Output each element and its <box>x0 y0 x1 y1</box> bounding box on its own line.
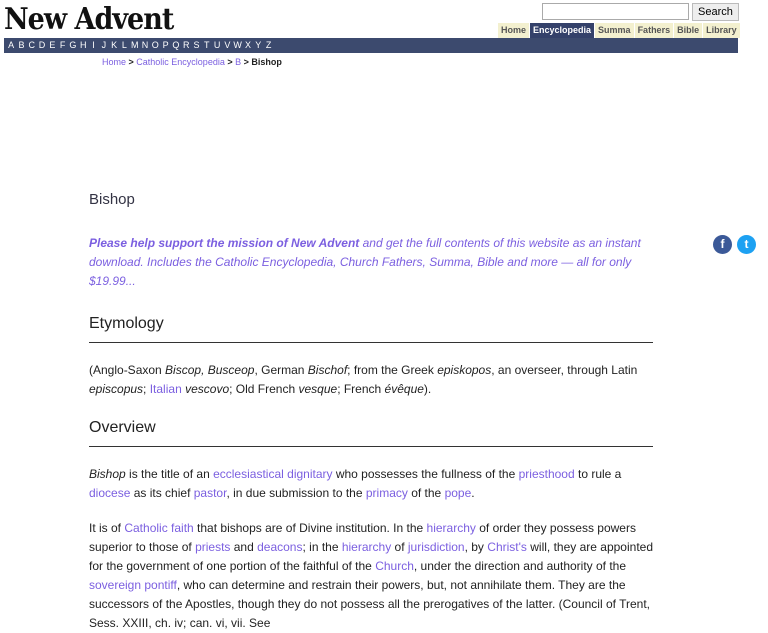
promo-link[interactable]: Please help support the mission of New Advent <box>89 236 360 250</box>
term-link[interactable]: ecclesiastical <box>213 467 284 481</box>
text-run: , German <box>254 363 308 377</box>
article <box>89 191 653 633</box>
social-share <box>713 235 756 254</box>
letter-link-i[interactable]: I <box>92 40 95 50</box>
text-run: and <box>230 540 258 554</box>
letter-link-m[interactable]: M <box>130 40 139 50</box>
text-run: ). <box>423 382 432 396</box>
term-link[interactable]: primacy <box>365 486 408 500</box>
term-link[interactable]: priests <box>195 540 231 554</box>
emphasis-text: episcopus <box>89 382 144 396</box>
letter-link-b[interactable]: B <box>18 40 25 50</box>
letter-link-z[interactable]: Z <box>265 40 272 50</box>
text-run: , in due submission to the <box>226 486 366 500</box>
term-link[interactable]: Church <box>375 559 414 573</box>
emphasis-text: Bishop <box>89 467 126 481</box>
text-run: , under the direction and authority of the <box>413 559 627 573</box>
tab-bible[interactable]: Bible <box>674 23 702 38</box>
text-run: ; in the <box>302 540 342 554</box>
letter-link-n[interactable]: N <box>141 40 149 50</box>
text-run: of order they possess powers superior to those of <box>89 521 636 554</box>
section-heading: Etymology <box>89 315 653 343</box>
search-input[interactable] <box>542 3 689 20</box>
text-run: as its chief <box>130 486 194 500</box>
term-link[interactable]: Christ's <box>487 540 527 554</box>
term-link[interactable]: sovereign pontiff <box>89 578 177 592</box>
text-run: who possesses the fullness of the <box>332 467 519 481</box>
text-run: , who can determine and restrain their powers, but, not annihilate them. They are the successors of the Apostles, though they do not possess all the prerogatives of the latter. (Council of Trent, Sess. XXIII, ch. iv; can. vi, vii. See <box>89 578 650 630</box>
text-run: to rule a <box>574 467 622 481</box>
text-run: ; French <box>337 382 385 396</box>
alphabet-nav <box>4 38 738 53</box>
letter-link-j[interactable]: J <box>101 40 107 50</box>
letter-link-l[interactable]: L <box>121 40 127 50</box>
letter-link-o[interactable]: O <box>151 40 159 50</box>
promo-body: and get the full contents of this website as an instant download. Includes the Catholic Encyclopedia, Church Fathers, Summa, Bible and more — all for only $19.99... <box>89 236 641 288</box>
search-button[interactable]: Search <box>692 3 739 21</box>
letter-link-g[interactable]: G <box>69 40 77 50</box>
text-run: is the title of an <box>125 467 214 481</box>
breadcrumb-sep: > <box>126 57 137 67</box>
letter-link-f[interactable]: F <box>59 40 66 50</box>
term-link[interactable]: hierarchy <box>341 540 392 554</box>
breadcrumb-home[interactable]: Home <box>102 57 127 67</box>
text-run: ; <box>143 382 150 396</box>
text-run: will, they are appointed for the government of one portion of the faithful of the <box>89 540 653 573</box>
page-title: Bishop <box>89 191 135 208</box>
section-heading: Overview <box>89 419 653 447</box>
letter-link-t[interactable]: T <box>204 40 210 50</box>
new-advent-logo[interactable]: New Advent <box>4 2 174 37</box>
breadcrumb-current: Bishop <box>251 57 282 67</box>
term-link[interactable]: Italian <box>149 382 182 396</box>
term-link[interactable]: diocese <box>89 486 131 500</box>
term-link[interactable]: jurisdiction <box>407 540 465 554</box>
breadcrumb-sep: > <box>241 57 252 67</box>
emphasis-text: vesque <box>298 382 338 396</box>
promo-text <box>89 234 653 291</box>
letter-link-q[interactable]: Q <box>172 40 180 50</box>
letter-link-y[interactable]: Y <box>255 40 262 50</box>
text-run: ; from the Greek <box>347 363 438 377</box>
text-run: that bishops are of Divine institution. In the <box>193 521 427 535</box>
twitter-icon[interactable]: t <box>737 235 756 254</box>
text-run: , by <box>464 540 488 554</box>
letter-link-r[interactable]: R <box>182 40 190 50</box>
emphasis-text: Bischof <box>307 363 348 377</box>
term-link[interactable]: deacons <box>257 540 303 554</box>
term-link[interactable]: Catholic faith <box>124 521 194 535</box>
letter-link-u[interactable]: U <box>213 40 221 50</box>
emphasis-text: episkopos <box>437 363 492 377</box>
text-run: ; Old French <box>229 382 299 396</box>
letter-link-a[interactable]: A <box>8 40 15 50</box>
term-link[interactable]: pastor <box>193 486 227 500</box>
tab-summa[interactable]: Summa <box>595 23 634 38</box>
letter-link-w[interactable]: W <box>233 40 242 50</box>
text-run: (Anglo-Saxon <box>89 363 166 377</box>
paragraph <box>89 465 653 503</box>
emphasis-text: vescovo <box>185 382 230 396</box>
breadcrumb <box>102 57 282 67</box>
tab-encyclopedia[interactable]: Encyclopedia <box>530 23 594 38</box>
paragraph <box>89 361 653 399</box>
facebook-icon[interactable]: f <box>713 235 732 254</box>
letter-link-s[interactable]: S <box>193 40 200 50</box>
term-link[interactable]: hierarchy <box>426 521 476 535</box>
text-run: of the <box>407 486 445 500</box>
letter-link-d[interactable]: D <box>38 40 46 50</box>
letter-link-c[interactable]: C <box>28 40 35 50</box>
text-run: . <box>471 486 475 500</box>
text-run: It is of <box>89 521 125 535</box>
breadcrumb-sep: > <box>224 57 236 67</box>
letter-link-k[interactable]: K <box>111 40 118 50</box>
letter-link-h[interactable]: H <box>79 40 87 50</box>
letter-link-v[interactable]: V <box>224 40 231 50</box>
site-tabs <box>498 23 740 38</box>
breadcrumb-encyclopedia[interactable]: Catholic Encyclopedia <box>136 57 225 67</box>
emphasis-text: évêque <box>384 382 424 396</box>
breadcrumb-letter[interactable]: B <box>235 57 242 67</box>
term-link[interactable]: priesthood <box>518 467 575 481</box>
paragraph <box>89 519 653 633</box>
tab-library[interactable]: Library <box>703 23 740 38</box>
term-link[interactable]: dignitary <box>287 467 333 481</box>
letter-link-e[interactable]: E <box>49 40 56 50</box>
tab-fathers[interactable]: Fathers <box>635 23 674 38</box>
emphasis-text: Biscop, Busceop <box>165 363 255 377</box>
text-run: , an overseer, through Latin <box>491 363 638 377</box>
letter-link-p[interactable]: P <box>162 40 169 50</box>
term-link[interactable]: pope <box>444 486 472 500</box>
tab-home[interactable]: Home <box>498 23 529 38</box>
text-run: of <box>391 540 408 554</box>
letter-link-x[interactable]: X <box>244 40 251 50</box>
